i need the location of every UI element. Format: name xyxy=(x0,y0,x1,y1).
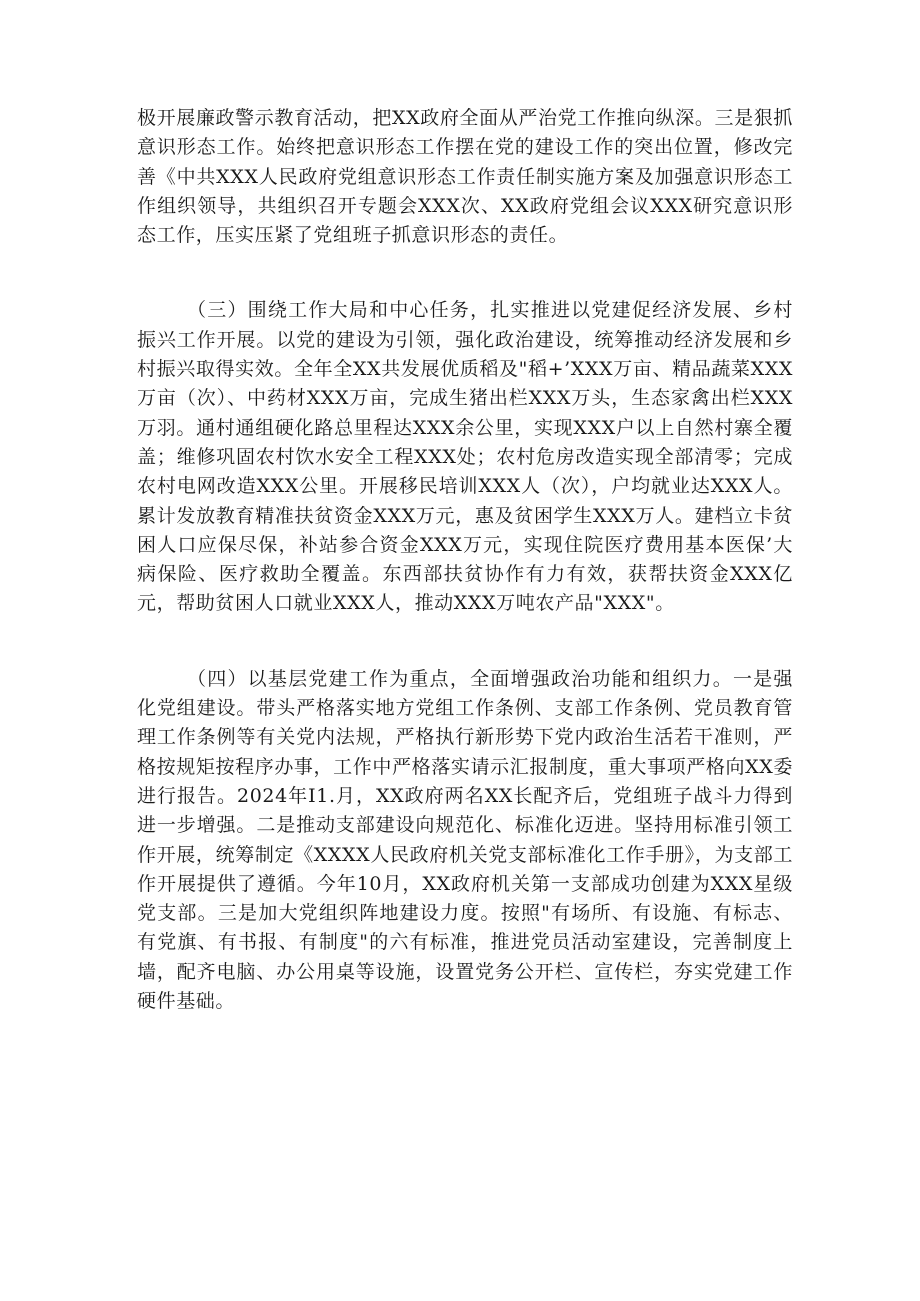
paragraph-ideology-work: 极开展廉政警示教育活动，把XX政府全面从严治党工作推向纵深。三是狠抓意识形态工作。始终把意识形态工作摆在党的建设工作的突出位置，修改完善《中共XXX人民政府党组意识形态工作责任制实施方案及加强意识形态工作组织领导，共组织召开专题会XXX次、XX政府党组会议XXX研究意识形态工作，压实压紧了党组班子抓意识形态的责任。 xyxy=(137,107,793,247)
paragraph-spacer xyxy=(137,619,793,665)
document-body xyxy=(137,104,793,1016)
paragraph-spacer xyxy=(137,250,793,296)
paragraph-rural-revitalization: （三）围绕工作大局和中心任务，扎实推进以党建促经济发展、乡村振兴工作开展。以党的建设为引领，强化政治建设，统筹推动经济发展和乡村振兴取得实效。全年全XX共发展优质稻及"稻+’XXX万亩、精品蔬菜XXX万亩（次）、中药材XXX万亩，完成生猪出栏XXX万头，生态家禽出栏XXX万羽。通村通组硬化路总里程达XXX余公里，实现XXX户以上自然村寨全覆盖；维修巩固农村饮水安全工程XXX处；农村危房改造实现全部清零；完成农村电网改造XXX公里。开展移民培训XXX人（次），户均就业达XXX人。累计发放教育精准扶贫资金XXX万元，惠及贫困学生XXX万人。建档立卡贫困人口应保尽保，补站参合资金XXX万元，实现住院医疗费用基本医保’大病保险、医疗救助全覆盖。东西部扶贫协作有力有效，获帮扶资金XXX亿元，帮助贫困人口就业XXX人，推动XXX万吨农产品"XXX"。 xyxy=(137,299,793,615)
paragraph-grassroots-party-building: （四）以基层党建工作为重点，全面增强政治功能和组织力。一是强化党组建设。带头严格落实地方党组工作条例、支部工作条例、党员教育管理工作条例等有关党内法规，严格执行新形势下党内政治生活若干准则，严格按规矩按程序办事，工作中严格落实请示汇报制度，重大事项严格向XX委进行报告。2024年I1.月，XX政府两名XX长配齐后，党组班子战斗力得到进一步增强。二是推动支部建设向规范化、标准化迈进。坚持用标准引领工作开展，统筹制定《XXXX人民政府机关党支部标准化工作手册》，为支部工作开展提供了遵循。今年10月，XX政府机关第一支部成功创建为XXX星级党支部。三是加大党组织阵地建设力度。按照"有场所、有设施、有标志、有党旗、有书报、有制度"的六有标准，推进党员活动室建设，完善制度上墙，配齐电脑、办公用桌等设施，设置党务公开栏、宣传栏，夯实党建工作硬件基础。 xyxy=(137,667,793,1013)
